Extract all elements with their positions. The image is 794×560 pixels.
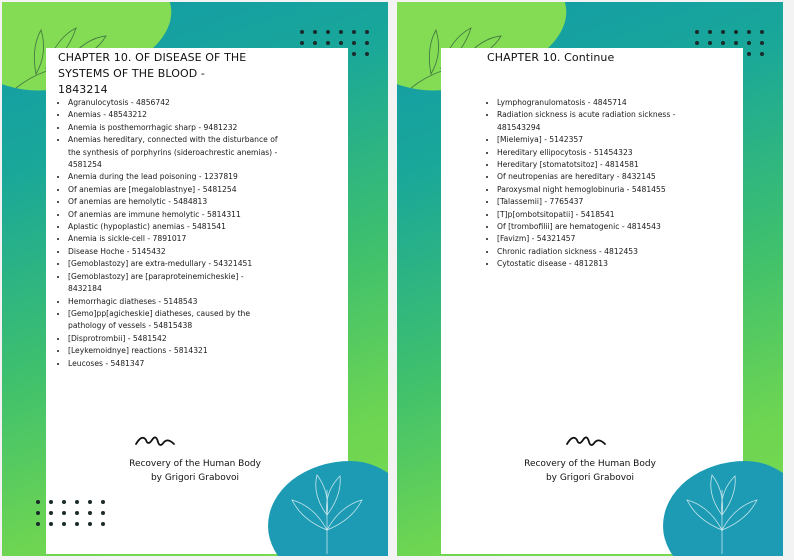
list-item: • Anemias - 48543212 — [68, 109, 278, 121]
list-item: • Leucoses - 5481347 — [68, 358, 278, 370]
disease-list — [60, 97, 278, 370]
list-item: • Of anemias are [megaloblastnye] - 5481254 — [68, 184, 278, 196]
list-item: • Anemias hereditary, connected with the disturbance of the synthesis of porphyrins (sideroachrestic anemias) - 4581254 — [68, 134, 278, 171]
list-item: • Of anemias are hemolytic - 5484813 — [68, 196, 278, 208]
signature-icon — [134, 432, 178, 450]
list-item: • Of neutropenias are hereditary - 8432145 — [497, 171, 719, 183]
book-author: by Grigori Grabovoi — [545, 472, 635, 483]
list-item: • Hereditary ellipocytosis - 51454323 — [497, 147, 719, 159]
list-item: • Lymphogranulomatosis - 4845714 — [497, 97, 719, 109]
list-item: • Radiation sickness is acute radiation sickness - 481543294 — [497, 109, 719, 134]
list-item: • Cytostatic disease - 4812813 — [497, 258, 719, 270]
list-item: • [Mielemiya] - 5142357 — [497, 134, 719, 146]
list-item: • Agranulocytosis - 4856742 — [68, 97, 278, 109]
list-item: • [Favizm] - 54321457 — [497, 233, 719, 245]
list-item: • Disease Hoche - 5145432 — [68, 246, 278, 258]
list-item: • Hereditary [stomatotsitoz] - 4814581 — [497, 159, 719, 171]
list-item: • [Gemoblastozy] are [paraproteinemicheskie] - 8432184 — [68, 271, 278, 296]
list-item: • [Talassemii] - 7765437 — [497, 196, 719, 208]
list-item: • Chronic radiation sickness - 4812453 — [497, 246, 719, 258]
book-author: by Grigori Grabovoi — [150, 472, 240, 483]
list-item: • [Gemoblastozy] are extra-medullary - 54321451 — [68, 258, 278, 270]
document-page-right — [397, 2, 783, 556]
list-item: • Paroxysmal night hemoglobinuria - 5481455 — [497, 184, 719, 196]
chapter-title: CHAPTER 10. OF DISEASE OF THE SYSTEMS OF THE BLOOD - 1843214 — [58, 51, 247, 96]
list-item: • Aplastic (hypoplastic) anemias - 5481541 — [68, 221, 278, 233]
list-item: • [Disprotrombii] - 5481542 — [68, 333, 278, 345]
leaf-icon — [667, 470, 777, 556]
book-title: Recovery of the Human Body — [524, 459, 656, 469]
dots-pattern — [36, 500, 105, 526]
leaf-icon — [272, 470, 382, 556]
list-item: • [T]p[ombotsitopatii] - 5418541 — [497, 209, 719, 221]
disease-list — [489, 97, 719, 271]
document-page-left — [2, 2, 388, 556]
list-item: • Anemia is sickle-cell - 7891017 — [68, 233, 278, 245]
list-item: • [Leykemoidnye] reactions - 5814321 — [68, 345, 278, 357]
list-item: • Anemia is posthemorrhagic sharp - 9481232 — [68, 122, 278, 134]
book-title: Recovery of the Human Body — [129, 459, 261, 469]
signature-icon — [565, 432, 609, 450]
list-item: • [Gemo]pp[agicheskie] diatheses, caused by the pathology of vessels - 54815438 — [68, 308, 278, 333]
list-item: • Anemia during the lead poisoning - 1237819 — [68, 171, 278, 183]
list-item: • Of [trombofilii] are hematogenic - 4814543 — [497, 221, 719, 233]
list-item: • Hemorrhagic diatheses - 5148543 — [68, 296, 278, 308]
list-item: • Of anemias are immune hemolytic - 5814311 — [68, 209, 278, 221]
chapter-title: CHAPTER 10. Continue — [487, 51, 615, 64]
